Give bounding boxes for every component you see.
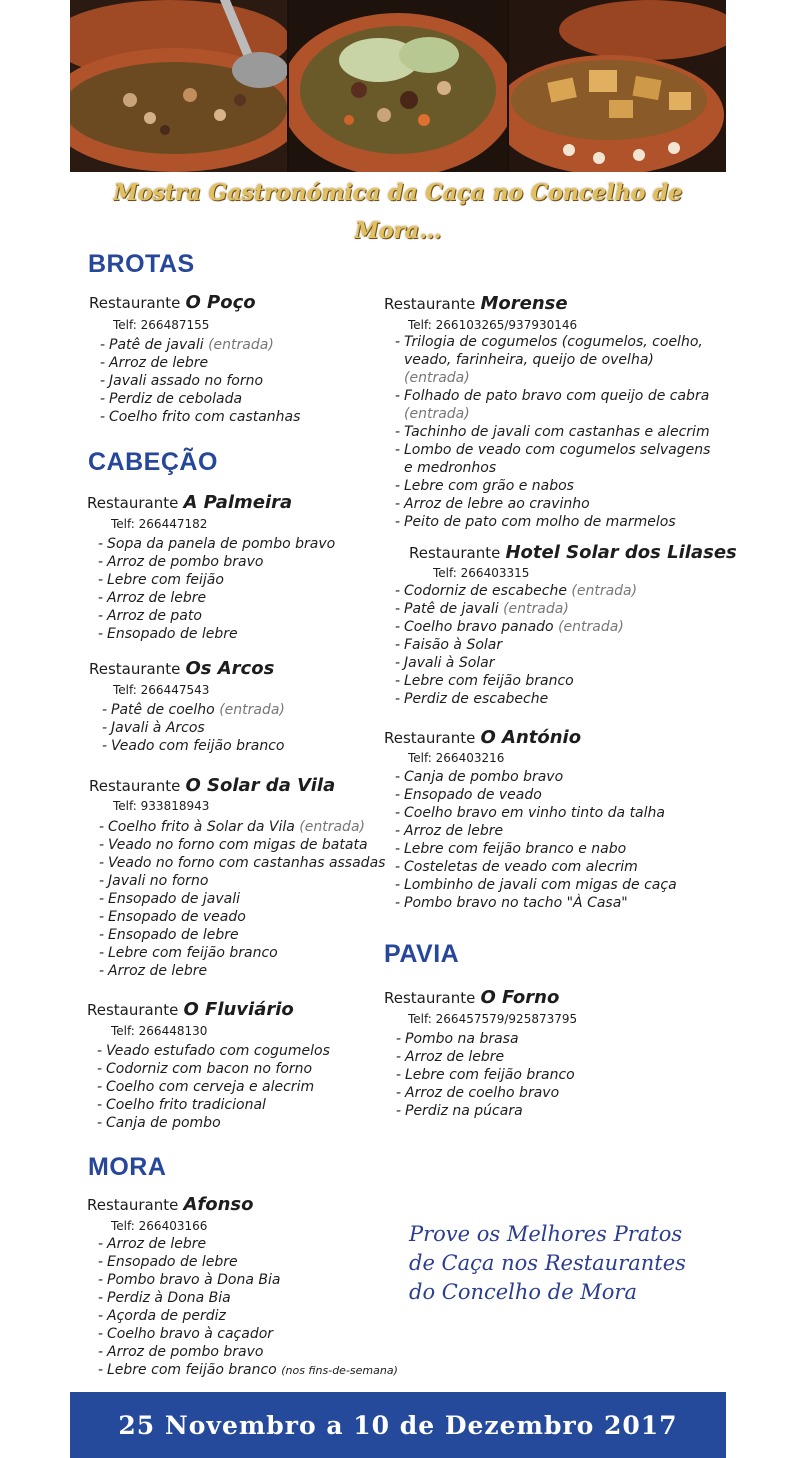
dish-name: Ensopado de javali <box>108 891 241 907</box>
dish-item <box>97 1060 330 1078</box>
dish-bullet: - <box>98 608 104 624</box>
date-banner <box>70 1392 726 1458</box>
dish-item <box>98 535 335 553</box>
restaurant-prefix: Restaurante <box>89 294 181 312</box>
restaurant-o-poco <box>89 292 256 313</box>
dish-item <box>98 1253 398 1271</box>
dish-bullet: - <box>99 855 105 871</box>
dish-name: Perdiz de cebolada <box>109 391 243 407</box>
dish-bullet: - <box>99 873 105 889</box>
dish-bullet: - <box>97 1061 103 1077</box>
dish-bullet: - <box>98 536 104 552</box>
dish-bullet: - <box>98 1290 104 1306</box>
dish-name: Lebre com feijão branco <box>108 945 278 961</box>
dish-item <box>395 582 637 600</box>
dish-item <box>99 836 385 854</box>
dish-list-solar-da-vila <box>99 818 385 980</box>
dish-item <box>395 672 637 690</box>
dish-item <box>395 804 677 822</box>
dish-item <box>102 701 285 719</box>
dish-item <box>100 354 300 372</box>
dish-name: Trilogia de cogumelos (cogumelos, coelho, veado, farinheira, queijo de ovelha) (entrada) <box>404 334 703 386</box>
dish-bullet: - <box>396 1085 402 1101</box>
restaurant-prefix: Restaurante <box>89 777 181 795</box>
dish-bullet: - <box>100 355 106 371</box>
restaurant-name: O António <box>480 727 582 748</box>
restaurant-os-arcos <box>89 658 274 679</box>
dish-bullet: - <box>395 388 401 404</box>
restaurant-prefix: Restaurante <box>87 1196 179 1214</box>
phone-o-fluviario: Telf: 266448130 <box>111 1024 208 1038</box>
dish-name: Arroz de lebre <box>109 355 209 371</box>
dish-bullet: - <box>97 1043 103 1059</box>
dish-name: Perdiz à Dona Bia <box>107 1290 231 1306</box>
dish-name: Pombo bravo no tacho "À Casa" <box>404 895 628 911</box>
dish-name: Arroz de lebre <box>405 1049 505 1065</box>
dish-name: Ensopado de lebre <box>107 1254 238 1270</box>
stew-photo-bread <box>509 0 726 172</box>
dish-bullet: - <box>396 1031 402 1047</box>
dish-name: Perdiz de escabeche <box>404 691 549 707</box>
dish-item <box>99 926 385 944</box>
phone-o-antonio: Telf: 266403216 <box>408 751 505 765</box>
dish-item <box>98 1289 398 1307</box>
dish-name: Coelho bravo panado (entrada) <box>404 619 624 635</box>
dish-note: (entrada) <box>219 702 285 718</box>
dish-list-o-forno <box>396 1030 575 1120</box>
dish-item <box>98 1307 398 1325</box>
dish-item <box>99 944 385 962</box>
dish-name: Canja de pombo <box>106 1115 221 1131</box>
phone-afonso: Telf: 266403166 <box>111 1219 208 1233</box>
dish-bullet: - <box>98 590 104 606</box>
dish-name: Lebre com feijão branco <box>404 673 574 689</box>
dish-item <box>396 1102 575 1120</box>
dish-bullet: - <box>98 1236 104 1252</box>
dish-item <box>395 690 637 708</box>
dish-name: Lebre com feijão branco <box>405 1067 575 1083</box>
dish-note: (entrada) <box>404 406 470 422</box>
restaurant-afonso <box>87 1194 253 1215</box>
restaurant-name: Hotel Solar dos Lilases <box>505 542 737 563</box>
dish-name: Javali à Solar <box>404 655 495 671</box>
dish-note: (entrada) <box>503 601 569 617</box>
dish-name: Peito de pato com molho de marmelos <box>404 514 676 530</box>
dish-name: Lebre com feijão branco e nabo <box>404 841 627 857</box>
dish-name: Patê de javali (entrada) <box>404 601 569 617</box>
dish-list-morense <box>395 333 715 531</box>
dish-name: Lebre com feijão branco (nos fins-de-semana) <box>107 1362 398 1378</box>
dish-name: Lebre com grão e nabos <box>404 478 574 494</box>
dish-bullet: - <box>98 572 104 588</box>
dish-bullet: - <box>99 909 105 925</box>
dish-name: Arroz de lebre <box>404 823 504 839</box>
dish-item <box>395 654 637 672</box>
dish-name: Codorniz com bacon no forno <box>106 1061 313 1077</box>
dish-item <box>100 372 300 390</box>
dish-bullet: - <box>99 837 105 853</box>
dish-item <box>102 719 285 737</box>
dish-item <box>395 387 715 423</box>
dish-name: Javali no forno <box>108 873 209 889</box>
dish-item <box>395 495 715 513</box>
dish-bullet: - <box>98 1344 104 1360</box>
phone-solar-da-vila: Telf: 933818943 <box>113 799 210 813</box>
dish-note: (entrada) <box>208 337 274 353</box>
dish-item <box>98 571 335 589</box>
slogan-line: de Caça nos Restaurantes <box>409 1251 686 1275</box>
event-dates: 25 Novembro a 10 de Dezembro 2017 <box>118 1410 678 1440</box>
restaurant-a-palmeira <box>87 492 292 513</box>
dish-note: (entrada) <box>571 583 638 599</box>
dish-name: Ensopado de veado <box>108 909 246 925</box>
dish-bullet: - <box>97 1115 103 1131</box>
dish-name: Arroz de pato <box>107 608 202 624</box>
dish-item <box>99 854 385 872</box>
dish-item <box>98 1271 398 1289</box>
dish-item <box>396 1084 575 1102</box>
restaurant-name: Morense <box>480 293 568 314</box>
dish-bullet: - <box>396 1103 402 1119</box>
restaurant-prefix: Restaurante <box>384 989 476 1007</box>
dish-note: (nos fins-de-semana) <box>281 1364 398 1377</box>
dish-item <box>99 962 385 980</box>
dish-bullet: - <box>395 619 401 635</box>
dish-bullet: - <box>395 805 401 821</box>
dish-bullet: - <box>98 1254 104 1270</box>
dish-item <box>395 840 677 858</box>
dish-bullet: - <box>396 1067 402 1083</box>
dish-item <box>100 390 300 408</box>
restaurant-solar-da-vila <box>89 775 335 796</box>
dish-list-afonso <box>98 1235 398 1380</box>
dish-bullet: - <box>395 673 401 689</box>
restaurant-solar-lilases <box>409 542 737 563</box>
phone-solar-lilases: Telf: 266403315 <box>433 566 530 580</box>
photo-banner <box>70 0 726 172</box>
dish-bullet: - <box>395 655 401 671</box>
dish-note: (entrada) <box>404 370 470 386</box>
phone-os-arcos: Telf: 266447543 <box>113 683 210 697</box>
dish-item <box>100 408 300 426</box>
dish-name: Coelho com cerveja e alecrim <box>106 1079 315 1095</box>
dish-bullet: - <box>100 337 106 353</box>
dish-name: Codorniz de escabeche (entrada) <box>404 583 638 599</box>
dish-item <box>395 636 637 654</box>
dish-name: Arroz de lebre ao cravinho <box>404 496 590 512</box>
restaurant-name: O Solar da Vila <box>185 775 336 796</box>
dish-item <box>97 1078 330 1096</box>
region-mora: MORA <box>88 1153 167 1181</box>
restaurant-prefix: Restaurante <box>87 1001 179 1019</box>
dish-name: Arroz de pombo bravo <box>107 1344 264 1360</box>
phone-o-poco: Telf: 266487155 <box>113 318 210 332</box>
dish-name: Ensopado de lebre <box>108 927 239 943</box>
restaurant-prefix: Restaurante <box>87 494 179 512</box>
dish-name: Canja de pombo bravo <box>404 769 564 785</box>
dish-name: Sopa da panela de pombo bravo <box>107 536 336 552</box>
dish-item <box>98 1361 398 1380</box>
dish-name: Pombo bravo à Dona Bia <box>107 1272 281 1288</box>
dish-bullet: - <box>395 841 401 857</box>
dish-name: Coelho bravo em vinho tinto da talha <box>404 805 665 821</box>
dish-item <box>395 333 715 387</box>
dish-bullet: - <box>98 1272 104 1288</box>
dish-item <box>98 1343 398 1361</box>
restaurant-prefix: Restaurante <box>384 729 476 747</box>
dish-item <box>396 1048 575 1066</box>
dish-name: Veado com feijão branco <box>111 738 285 754</box>
dish-bullet: - <box>395 859 401 875</box>
dish-bullet: - <box>395 601 401 617</box>
restaurant-prefix: Restaurante <box>89 660 181 678</box>
dish-bullet: - <box>395 787 401 803</box>
dish-bullet: - <box>99 891 105 907</box>
dish-bullet: - <box>99 945 105 961</box>
dish-bullet: - <box>395 496 401 512</box>
dish-list-os-arcos <box>102 701 285 755</box>
restaurant-name: O Fluviário <box>183 999 294 1020</box>
dish-name: Pombo na brasa <box>405 1031 519 1047</box>
dish-name: Faisão à Solar <box>404 637 503 653</box>
dish-item <box>98 553 335 571</box>
dish-item <box>98 1325 398 1343</box>
dish-name: Patê de coelho (entrada) <box>111 702 285 718</box>
dish-name: Ensopado de lebre <box>107 626 238 642</box>
dish-item <box>395 786 677 804</box>
dish-list-o-poco <box>100 336 300 426</box>
dish-name: Tachinho de javali com castanhas e alecrim <box>404 424 710 440</box>
restaurant-name: Os Arcos <box>185 658 275 679</box>
dish-bullet: - <box>396 1049 402 1065</box>
dish-list-a-palmeira <box>98 535 335 643</box>
dish-bullet: - <box>395 442 401 458</box>
dish-name: Veado no forno com castanhas assadas <box>108 855 386 871</box>
dish-name: Arroz de pombo bravo <box>107 554 264 570</box>
dish-item <box>100 336 300 354</box>
dish-item <box>99 872 385 890</box>
dish-bullet: - <box>97 1079 103 1095</box>
restaurant-name: Afonso <box>183 1194 254 1215</box>
dish-name: Javali à Arcos <box>111 720 205 736</box>
dish-item <box>98 607 335 625</box>
dish-item <box>97 1042 330 1060</box>
dish-item <box>99 890 385 908</box>
restaurant-o-fluviario <box>87 999 294 1020</box>
dish-item <box>99 818 385 836</box>
dish-name: Coelho frito à Solar da Vila (entrada) <box>108 819 365 835</box>
stew-photo-cabbage <box>289 0 506 172</box>
dish-bullet: - <box>98 554 104 570</box>
dish-name: Coelho frito com castanhas <box>109 409 301 425</box>
phone-o-forno: Telf: 266457579/925873795 <box>408 1012 578 1026</box>
dish-bullet: - <box>100 409 106 425</box>
dish-item <box>98 625 335 643</box>
dish-bullet: - <box>100 391 106 407</box>
dish-bullet: - <box>99 927 105 943</box>
dish-bullet: - <box>97 1097 103 1113</box>
dish-bullet: - <box>395 583 401 599</box>
dish-name: Arroz de lebre <box>107 590 207 606</box>
region-brotas: BROTAS <box>88 250 195 278</box>
dish-bullet: - <box>395 895 401 911</box>
restaurant-name: A Palmeira <box>183 492 293 513</box>
slogan-line: do Concelho de Mora <box>409 1280 637 1304</box>
dish-name: Coelho bravo à caçador <box>107 1326 274 1342</box>
dish-item <box>395 600 637 618</box>
dish-bullet: - <box>99 819 105 835</box>
dish-item <box>97 1114 330 1132</box>
dish-item <box>395 876 677 894</box>
dish-bullet: - <box>102 720 108 736</box>
dish-name: Coelho frito tradicional <box>106 1097 266 1113</box>
dish-bullet: - <box>395 877 401 893</box>
dish-list-o-antonio <box>395 768 677 912</box>
dish-bullet: - <box>98 626 104 642</box>
dish-item <box>395 423 715 441</box>
stew-photo-ladle <box>70 0 287 172</box>
dish-name: Ensopado de veado <box>404 787 542 803</box>
dish-bullet: - <box>102 738 108 754</box>
dish-item <box>395 477 715 495</box>
dish-bullet: - <box>395 769 401 785</box>
dish-item <box>98 589 335 607</box>
dish-item <box>395 618 637 636</box>
dish-item <box>102 737 285 755</box>
dish-name: Folhado de pato bravo com queijo de cabra (entrada) <box>404 388 710 422</box>
dish-note: (entrada) <box>558 619 624 635</box>
dish-name: Arroz de lebre <box>107 1236 207 1252</box>
dish-bullet: - <box>395 691 401 707</box>
dish-item <box>98 1235 398 1253</box>
dish-name: Veado no forno com migas de batata <box>108 837 368 853</box>
dish-item <box>99 908 385 926</box>
dish-item <box>395 894 677 912</box>
dish-list-o-fluviario <box>97 1042 330 1132</box>
phone-a-palmeira: Telf: 266447182 <box>111 517 208 531</box>
slogan <box>409 1220 709 1307</box>
dish-name: Açorda de perdiz <box>107 1308 226 1324</box>
dish-bullet: - <box>98 1362 104 1378</box>
restaurant-name: O Poço <box>185 292 256 313</box>
headline: Mostra Gastronómica da Caça no Concelho de Mora… <box>113 180 683 244</box>
dish-bullet: - <box>395 478 401 494</box>
dish-name: Patê de javali (entrada) <box>109 337 274 353</box>
phone-morense: Telf: 266103265/937930146 <box>408 318 578 332</box>
dish-item <box>396 1030 575 1048</box>
restaurant-o-antonio <box>384 727 581 748</box>
dish-item <box>396 1066 575 1084</box>
restaurant-morense <box>384 293 568 314</box>
dish-item <box>395 858 677 876</box>
restaurant-name: O Forno <box>480 987 560 1008</box>
dish-bullet: - <box>395 637 401 653</box>
region-cabecao: CABEÇÃO <box>88 448 218 476</box>
dish-item <box>395 441 715 477</box>
dish-bullet: - <box>395 823 401 839</box>
dish-name: Perdiz na púcara <box>405 1103 523 1119</box>
dish-item <box>97 1096 330 1114</box>
dish-bullet: - <box>395 514 401 530</box>
dish-name: Javali assado no forno <box>109 373 264 389</box>
dish-bullet: - <box>395 424 401 440</box>
dish-bullet: - <box>395 334 401 350</box>
dish-name: Veado estufado com cogumelos <box>106 1043 330 1059</box>
dish-name: Arroz de lebre <box>108 963 208 979</box>
dish-item <box>395 513 715 531</box>
slogan-line: Prove os Melhores Pratos <box>409 1222 683 1246</box>
dish-item <box>395 822 677 840</box>
dish-name: Lombinho de javali com migas de caça <box>404 877 677 893</box>
dish-name: Costeletas de veado com alecrim <box>404 859 638 875</box>
dish-name: Lebre com feijão <box>107 572 224 588</box>
dish-bullet: - <box>100 373 106 389</box>
dish-name: Arroz de coelho bravo <box>405 1085 560 1101</box>
dish-list-solar-lilases <box>395 582 637 708</box>
region-pavia: PAVIA <box>384 940 460 968</box>
dish-bullet: - <box>102 702 108 718</box>
dish-name: Lombo de veado com cogumelos selvagens e medronhos <box>404 442 711 476</box>
dish-bullet: - <box>98 1308 104 1324</box>
restaurant-prefix: Restaurante <box>409 544 501 562</box>
restaurant-prefix: Restaurante <box>384 295 476 313</box>
restaurant-o-forno <box>384 987 559 1008</box>
dish-item <box>395 768 677 786</box>
dish-note: (entrada) <box>299 819 365 835</box>
dish-bullet: - <box>98 1326 104 1342</box>
dish-bullet: - <box>99 963 105 979</box>
